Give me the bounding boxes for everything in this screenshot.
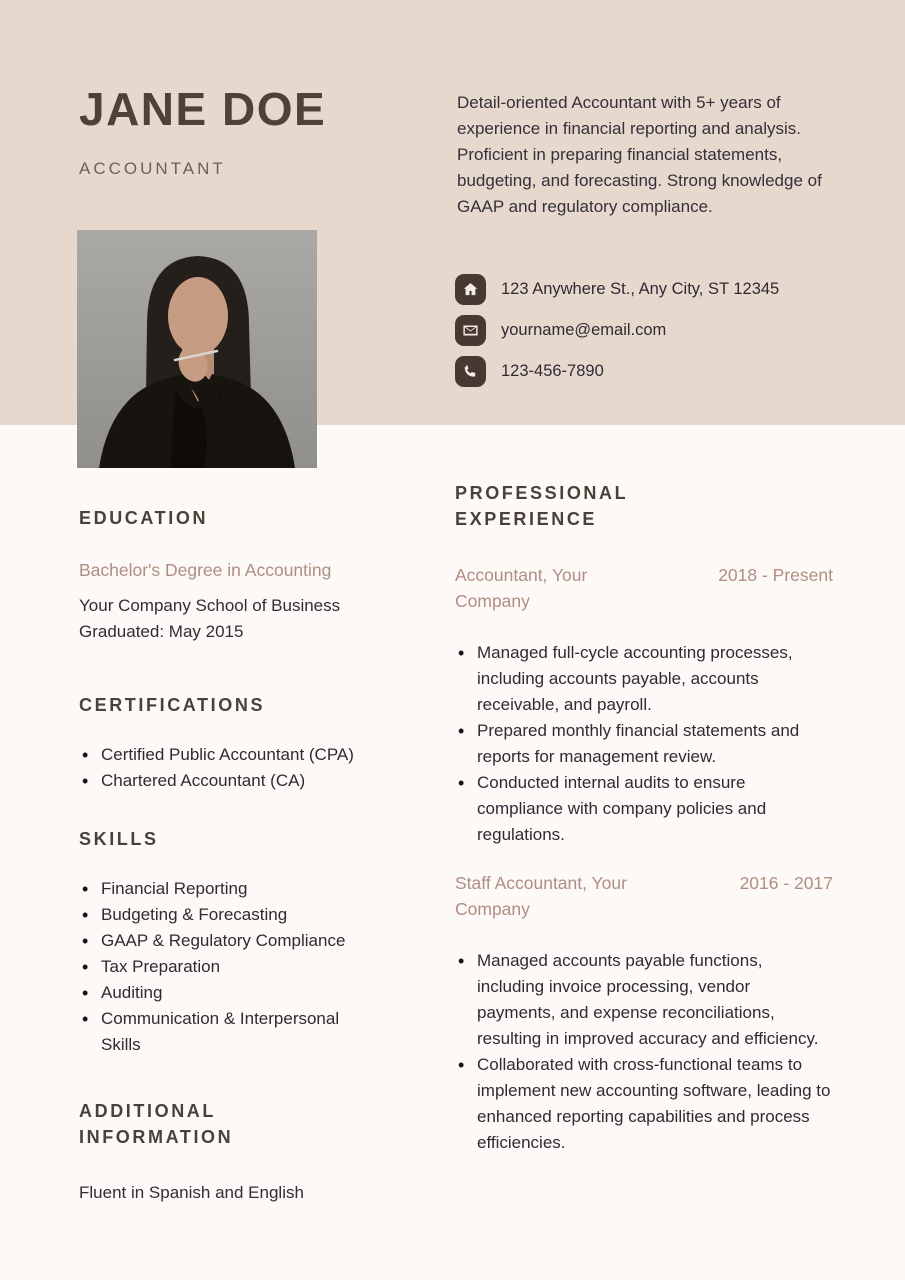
job-entry [455, 562, 833, 848]
contact-info [455, 274, 779, 397]
job-bullet-list [455, 640, 833, 848]
section-certifications [79, 692, 429, 794]
contact-row-email [455, 315, 779, 346]
email-icon [455, 315, 486, 346]
job-bullet: • Conducted internal audits to ensure compliance with company policies and regulations. [455, 770, 833, 848]
job-bullet: • Managed full-cycle accounting processes, including accounts payable, accounts receivable, and payroll. [455, 640, 833, 718]
job-entry [455, 870, 833, 1156]
job-dates: 2018 - Present [718, 565, 833, 585]
certifications-list [79, 742, 429, 794]
job-bullet: • Collaborated with cross-functional teams to implement new accounting software, leading to enhanced reporting capabilities and process efficiencies. [455, 1052, 833, 1156]
education-heading: EDUCATION [79, 508, 209, 528]
phone-text: 123-456-7890 [501, 362, 604, 380]
skill-item: • Communication & Interpersonal Skills [79, 1006, 369, 1058]
skill-item: • Financial Reporting [79, 876, 399, 902]
languages-text: Fluent in Spanish and English [79, 1183, 304, 1202]
job-title-company: Accountant, Your Company [455, 565, 588, 611]
home-icon [455, 274, 486, 305]
skill-item: • GAAP & Regulatory Compliance [79, 928, 399, 954]
phone-icon [455, 356, 486, 387]
candidate-role: ACCOUNTANT [79, 158, 226, 178]
candidate-name: JANE DOE [79, 83, 327, 135]
job-bullet-list [455, 948, 833, 1156]
certification-item: • Chartered Accountant (CA) [79, 768, 429, 794]
address-text: 123 Anywhere St., Any City, ST 12345 [501, 280, 780, 298]
section-skills [79, 826, 429, 1058]
portrait-illustration [77, 230, 317, 468]
portrait-photo [77, 230, 317, 468]
email-text: yourname@email.com [501, 321, 667, 339]
skills-list [79, 876, 399, 1058]
additional-information-heading: ADDITIONAL INFORMATION [79, 1101, 234, 1147]
certifications-heading: CERTIFICATIONS [79, 695, 266, 715]
section-professional-experience [455, 480, 833, 1156]
skill-item: • Tax Preparation [79, 954, 399, 980]
job-bullet: • Managed accounts payable functions, including invoice processing, vendor payments, and expense reconciliations, resulting in improved accuracy and efficiency. [455, 948, 833, 1052]
skill-item: • Auditing [79, 980, 399, 1006]
contact-row-address [455, 274, 779, 305]
education-school: Your Company School of Business [79, 596, 341, 615]
education-graduated: Graduated: May 2015 [79, 622, 244, 641]
job-bullet: • Prepared monthly financial statements and reports for management review. [455, 718, 833, 770]
experience-heading: PROFESSIONAL EXPERIENCE [455, 483, 628, 529]
certification-item: • Certified Public Accountant (CPA) [79, 742, 429, 768]
education-degree: Bachelor's Degree in Accounting [79, 560, 332, 580]
skills-heading: SKILLS [79, 829, 159, 849]
skill-item: • Budgeting & Forecasting [79, 902, 399, 928]
name-block [79, 84, 326, 179]
job-header [455, 870, 833, 922]
contact-row-phone [455, 356, 779, 387]
section-education [79, 505, 429, 645]
section-additional-information [79, 1098, 429, 1206]
job-header [455, 562, 833, 614]
job-title-company: Staff Accountant, Your Company [455, 873, 627, 919]
professional-summary: Detail-oriented Accountant with 5+ years of experience in financial reporting and analysis. Proficient in preparing financial statements, budgeting, and forecasting. Strong knowledge of GAAP and regulatory compliance. [457, 93, 822, 216]
job-dates: 2016 - 2017 [739, 873, 833, 893]
